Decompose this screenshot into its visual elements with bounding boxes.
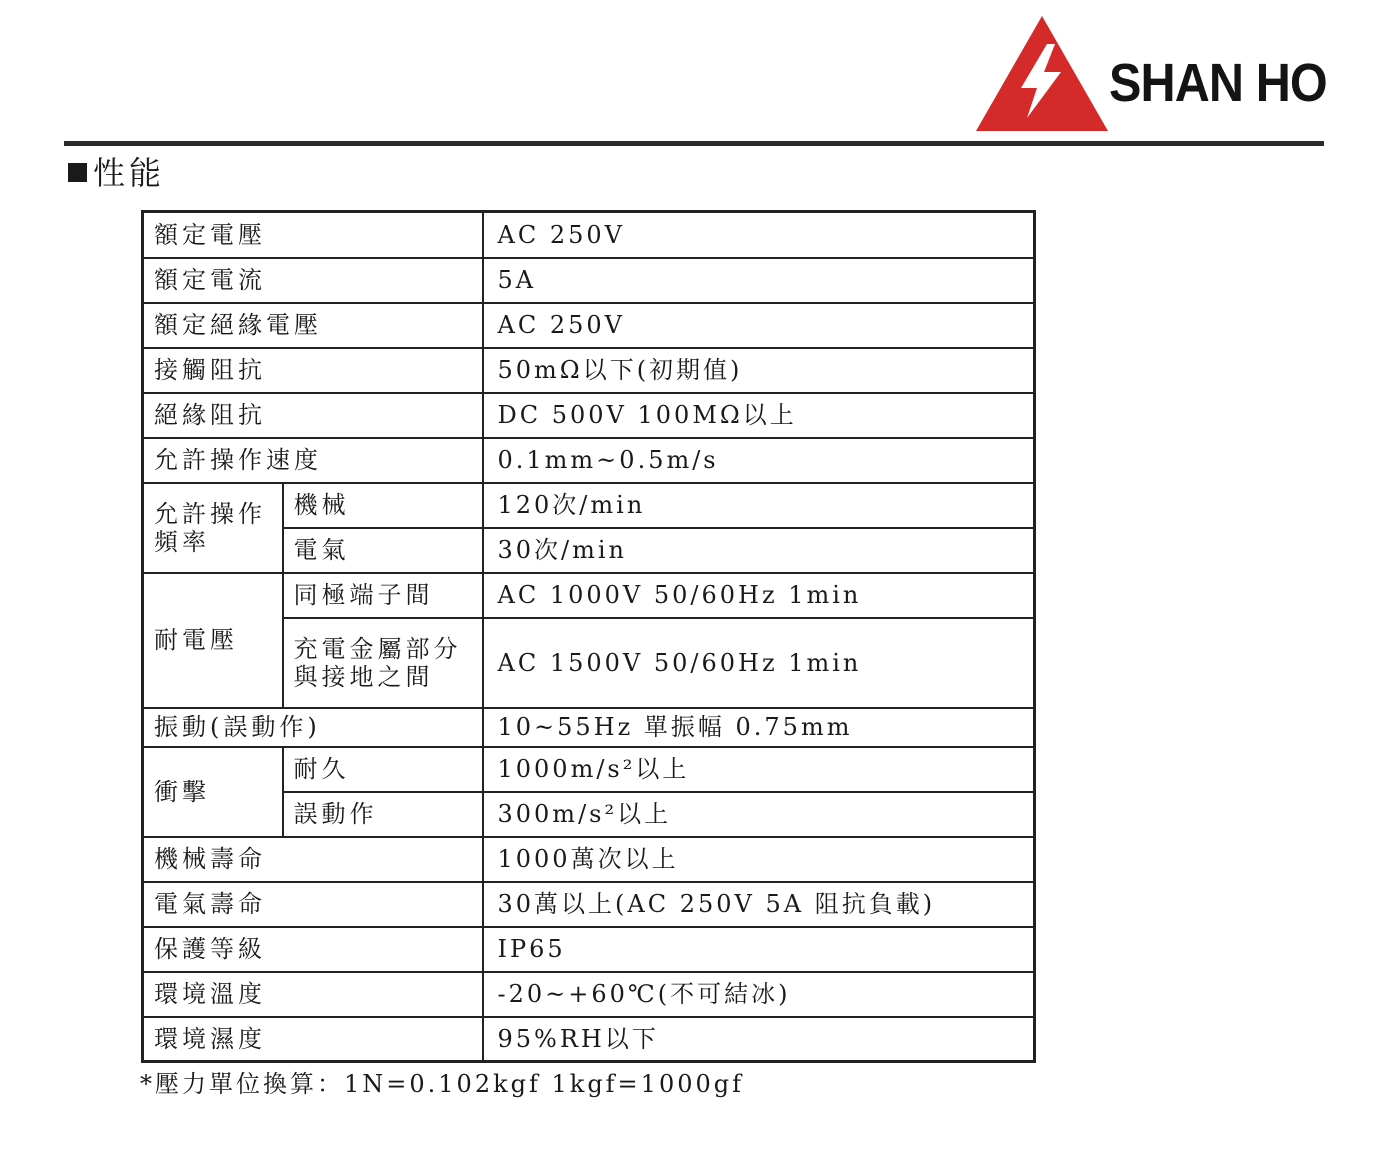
table-row: [143, 747, 1035, 792]
lightning-triangle-icon: [975, 14, 1109, 132]
section-title: 性能: [93, 154, 166, 192]
spec-value: DC 500V 100MΩ以上: [483, 393, 1035, 438]
spec-value: 10~55Hz 單振幅 0.75mm: [483, 708, 1035, 747]
spec-table: [141, 210, 1036, 1063]
spec-label: 額定絕緣電壓: [143, 303, 483, 348]
spec-group-label: 允許操作頻率: [143, 483, 283, 573]
table-row: [143, 1017, 1035, 1062]
spec-group-label: 衝擊: [143, 747, 283, 837]
spec-value: IP65: [483, 927, 1035, 972]
section-heading: [68, 148, 165, 194]
table-row: [143, 212, 1035, 258]
spec-label: 接觸阻抗: [143, 348, 483, 393]
spec-sub-label: 同極端子間: [283, 573, 483, 618]
spec-value: 30次/min: [483, 528, 1035, 573]
spec-label: 電氣壽命: [143, 882, 483, 927]
spec-value: AC 1500V 50/60Hz 1min: [483, 618, 1035, 708]
table-row: [143, 882, 1035, 927]
spec-label: 保護等級: [143, 927, 483, 972]
table-row: [143, 303, 1035, 348]
spec-value: AC 250V: [483, 212, 1035, 258]
spec-value: 5A: [483, 258, 1035, 303]
spec-value: 0.1mm~0.5m/s: [483, 438, 1035, 483]
footnote: *壓力單位換算：1N=0.102kgf 1kgf=1000gf: [140, 1070, 744, 1098]
spec-label: 額定電流: [143, 258, 483, 303]
spec-value: AC 250V: [483, 303, 1035, 348]
table-row: [143, 483, 1035, 528]
spec-sub-label: 充電金屬部分與接地之間: [283, 618, 483, 708]
spec-label: 絕緣阻抗: [143, 393, 483, 438]
spec-value: -20~+60℃(不可結冰): [483, 972, 1035, 1017]
table-row: [143, 393, 1035, 438]
spec-label: 允許操作速度: [143, 438, 483, 483]
brand-name: SHAN HO: [1109, 53, 1327, 113]
spec-value: 1000萬次以上: [483, 837, 1035, 882]
spec-label: 環境溫度: [143, 972, 483, 1017]
spec-value: 95%RH以下: [483, 1017, 1035, 1062]
spec-label: 振動(誤動作): [143, 708, 483, 747]
table-row: [143, 438, 1035, 483]
table-row: [143, 927, 1035, 972]
spec-value: AC 1000V 50/60Hz 1min: [483, 573, 1035, 618]
spec-value: 1000m/s²以上: [483, 747, 1035, 792]
table-row: [143, 972, 1035, 1017]
spec-value: 120次/min: [483, 483, 1035, 528]
spec-sub-label: 耐久: [283, 747, 483, 792]
spec-group-label: 耐電壓: [143, 573, 283, 708]
header-rule: [64, 141, 1324, 146]
table-row: [143, 258, 1035, 303]
spec-value: 50mΩ以下(初期值): [483, 348, 1035, 393]
table-row: [143, 573, 1035, 618]
spec-sub-label: 電氣: [283, 528, 483, 573]
table-row: [143, 708, 1035, 747]
spec-sub-label: 誤動作: [283, 792, 483, 837]
table-row: [143, 348, 1035, 393]
spec-value: 30萬以上(AC 250V 5A 阻抗負載): [483, 882, 1035, 927]
spec-label: 機械壽命: [143, 837, 483, 882]
spec-label: 環境濕度: [143, 1017, 483, 1062]
spec-table-wrapper: [141, 210, 1033, 1061]
brand-logo: [975, 14, 1327, 134]
spec-value: 300m/s²以上: [483, 792, 1035, 837]
spec-sub-label: 機械: [283, 483, 483, 528]
spec-label: 額定電壓: [143, 212, 483, 258]
black-square-icon: [68, 163, 87, 182]
table-row: [143, 837, 1035, 882]
